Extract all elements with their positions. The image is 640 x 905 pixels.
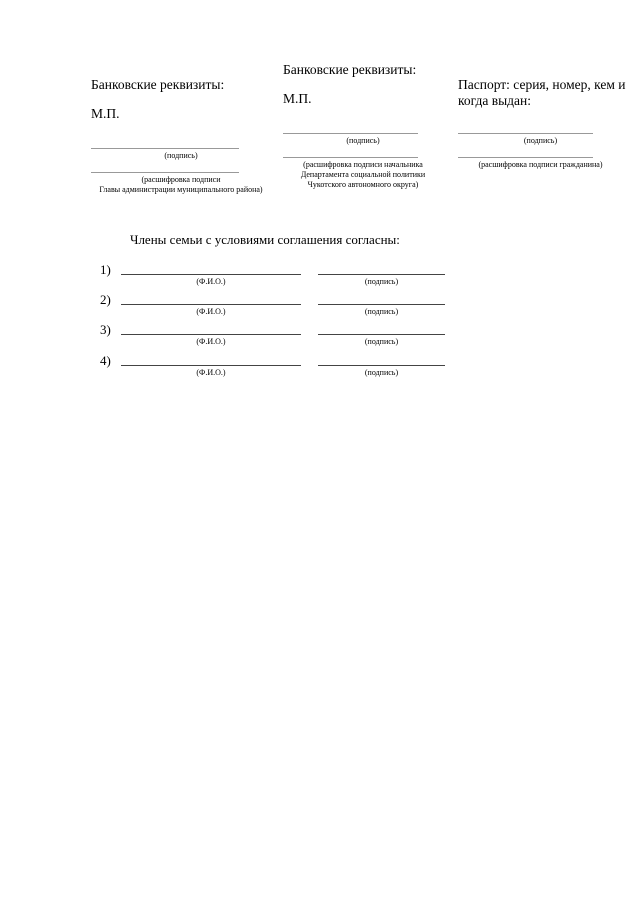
col3-signature-caption: (подпись)	[523, 136, 558, 145]
family-sign-line[interactable]	[318, 304, 445, 305]
family-fio-line[interactable]	[121, 274, 301, 275]
family-fio-caption: (Ф.И.О.)	[196, 307, 226, 316]
col1-signature-line[interactable]	[91, 148, 239, 149]
col2-decode-line[interactable]	[283, 157, 418, 158]
family-sign-line[interactable]	[318, 365, 445, 366]
family-row-number: 1)	[100, 262, 111, 277]
col2-bank-label: Банковские реквизиты:	[283, 62, 417, 77]
family-sign-line[interactable]	[318, 274, 445, 275]
col2-signature-line[interactable]	[283, 133, 418, 134]
family-sign-line[interactable]	[318, 334, 445, 335]
col2-signature-caption: (подпись)	[346, 136, 380, 145]
col1-decode-caption-2: Главы администрации муниципального района)	[99, 185, 263, 194]
col3-passport-label: Паспорт: серия, номер, кем и когда выдан:	[458, 77, 626, 108]
family-row-number: 3)	[100, 322, 111, 337]
family-sign-caption: (подпись)	[364, 368, 399, 377]
col1-mp-label: М.П.	[91, 106, 120, 121]
family-fio-line[interactable]	[121, 365, 301, 366]
family-fio-line[interactable]	[121, 304, 301, 305]
family-row-number: 4)	[100, 353, 111, 368]
col3-signature-line[interactable]	[458, 133, 593, 134]
family-row-number: 2)	[100, 292, 111, 307]
col3-decode-caption: (расшифровка подписи гражданина)	[478, 160, 603, 169]
col1-signature-caption: (подпись)	[164, 151, 198, 160]
col1-bank-label: Банковские реквизиты:	[91, 77, 225, 92]
col2-decode-caption-2: Департамента социальной политики	[300, 170, 426, 179]
family-fio-caption: (Ф.И.О.)	[196, 368, 226, 377]
family-fio-caption: (Ф.И.О.)	[196, 337, 226, 346]
col2-mp-label: М.П.	[283, 91, 312, 106]
family-sign-caption: (подпись)	[364, 337, 399, 346]
col2-decode-caption-1: (расшифровка подписи начальника	[303, 160, 423, 169]
family-sign-caption: (подпись)	[364, 307, 399, 316]
col1-decode-line[interactable]	[91, 172, 239, 173]
family-fio-caption: (Ф.И.О.)	[196, 277, 226, 286]
family-heading: Члены семьи с условиями соглашения согласны:	[130, 232, 400, 247]
col2-decode-caption-3: Чукотского автономного округа)	[307, 180, 419, 189]
family-fio-line[interactable]	[121, 334, 301, 335]
col3-decode-line[interactable]	[458, 157, 593, 158]
col1-decode-caption-1: (расшифровка подписи	[141, 175, 221, 184]
family-sign-caption: (подпись)	[364, 277, 399, 286]
